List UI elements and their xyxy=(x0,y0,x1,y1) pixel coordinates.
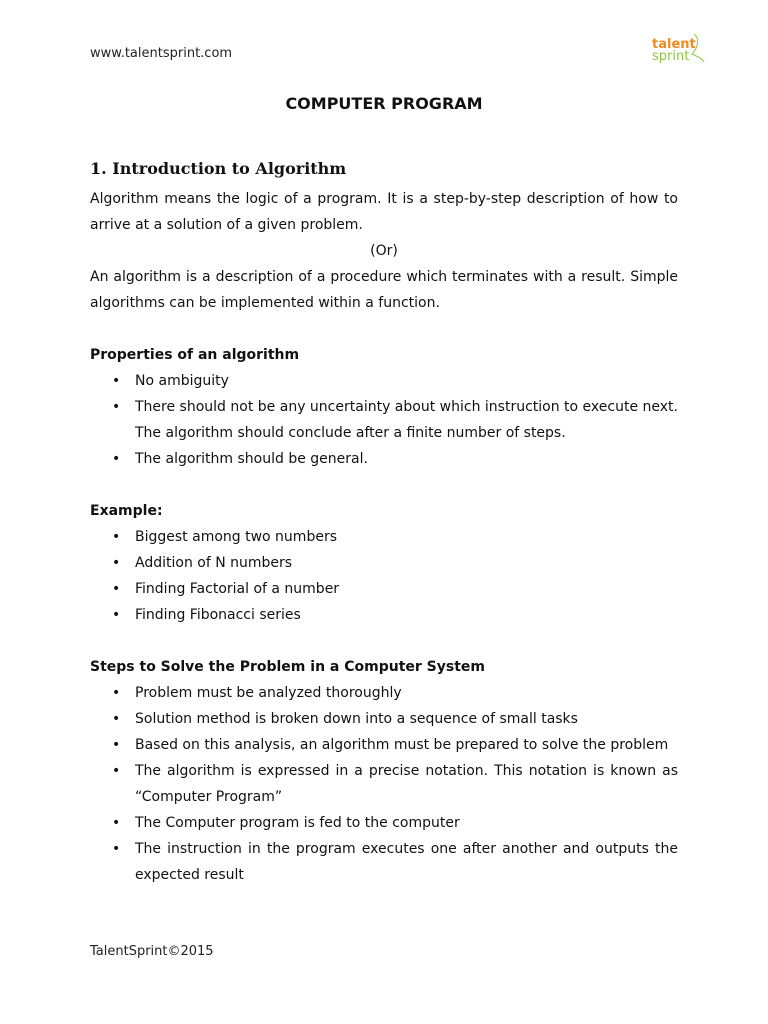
list-item: • Based on this analysis, an algorithm must be prepared to solve the problem xyxy=(90,732,678,758)
list-item: • Finding Fibonacci series xyxy=(90,602,678,628)
list-item: • The algorithm is expressed in a precise notation. This notation is known as “Computer Program” xyxy=(90,758,678,810)
bullet-icon: • xyxy=(112,763,121,779)
list-item: • The instruction in the program executes one after another and outputs the expected result xyxy=(90,836,678,888)
list-item: • No ambiguity xyxy=(90,368,678,394)
steps-list xyxy=(90,680,678,888)
list-item: • The algorithm should be general. xyxy=(90,446,678,472)
bullet-icon: • xyxy=(112,529,121,545)
bullet-icon: • xyxy=(112,555,121,571)
talentsprint-logo xyxy=(648,28,708,68)
bullet-icon: • xyxy=(112,841,121,857)
list-item: • The Computer program is fed to the computer xyxy=(90,810,678,836)
bullet-icon: • xyxy=(112,581,121,597)
bullet-icon: • xyxy=(112,607,121,623)
list-item: • Solution method is broken down into a sequence of small tasks xyxy=(90,706,678,732)
section-heading-intro: 1. Introduction to Algorithm xyxy=(90,159,347,178)
logo-text-top: talent xyxy=(652,37,696,52)
list-item: • There should not be any uncertainty about which instruction to execute next. The algorithm should conclude after a finite number of steps. xyxy=(90,394,678,446)
page-title: COMPUTER PROGRAM xyxy=(285,94,483,113)
list-item: • Finding Factorial of a number xyxy=(90,576,678,602)
bullet-icon: • xyxy=(112,451,121,467)
header-url: www.talentsprint.com xyxy=(90,46,233,61)
bullet-icon: • xyxy=(112,815,121,831)
list-item: • Addition of N numbers xyxy=(90,550,678,576)
bullet-icon: • xyxy=(112,685,121,701)
list-item: • Biggest among two numbers xyxy=(90,524,678,550)
example-list xyxy=(90,524,678,628)
bullet-icon: • xyxy=(112,711,121,727)
steps-heading: Steps to Solve the Problem in a Computer System xyxy=(90,659,485,675)
bullet-icon: • xyxy=(112,737,121,753)
properties-list xyxy=(90,368,678,472)
footer-copyright: TalentSprint©2015 xyxy=(90,944,214,959)
intro-paragraph-1: Algorithm means the logic of a program. It is a step-by-step description of how to arrive at a solution of a given problem. xyxy=(90,191,678,233)
intro-paragraph-2: An algorithm is a description of a procedure which terminates with a result. Simple algorithms can be implemented within a function. xyxy=(90,269,678,311)
bullet-icon: • xyxy=(112,373,121,389)
logo-text-bottom: sprint xyxy=(652,49,690,64)
or-separator: (Or) xyxy=(370,243,398,259)
example-heading: Example: xyxy=(90,503,163,519)
document-body xyxy=(90,158,678,888)
bullet-icon: • xyxy=(112,399,121,415)
list-item: • Problem must be analyzed thoroughly xyxy=(90,680,678,706)
properties-heading: Properties of an algorithm xyxy=(90,347,300,363)
